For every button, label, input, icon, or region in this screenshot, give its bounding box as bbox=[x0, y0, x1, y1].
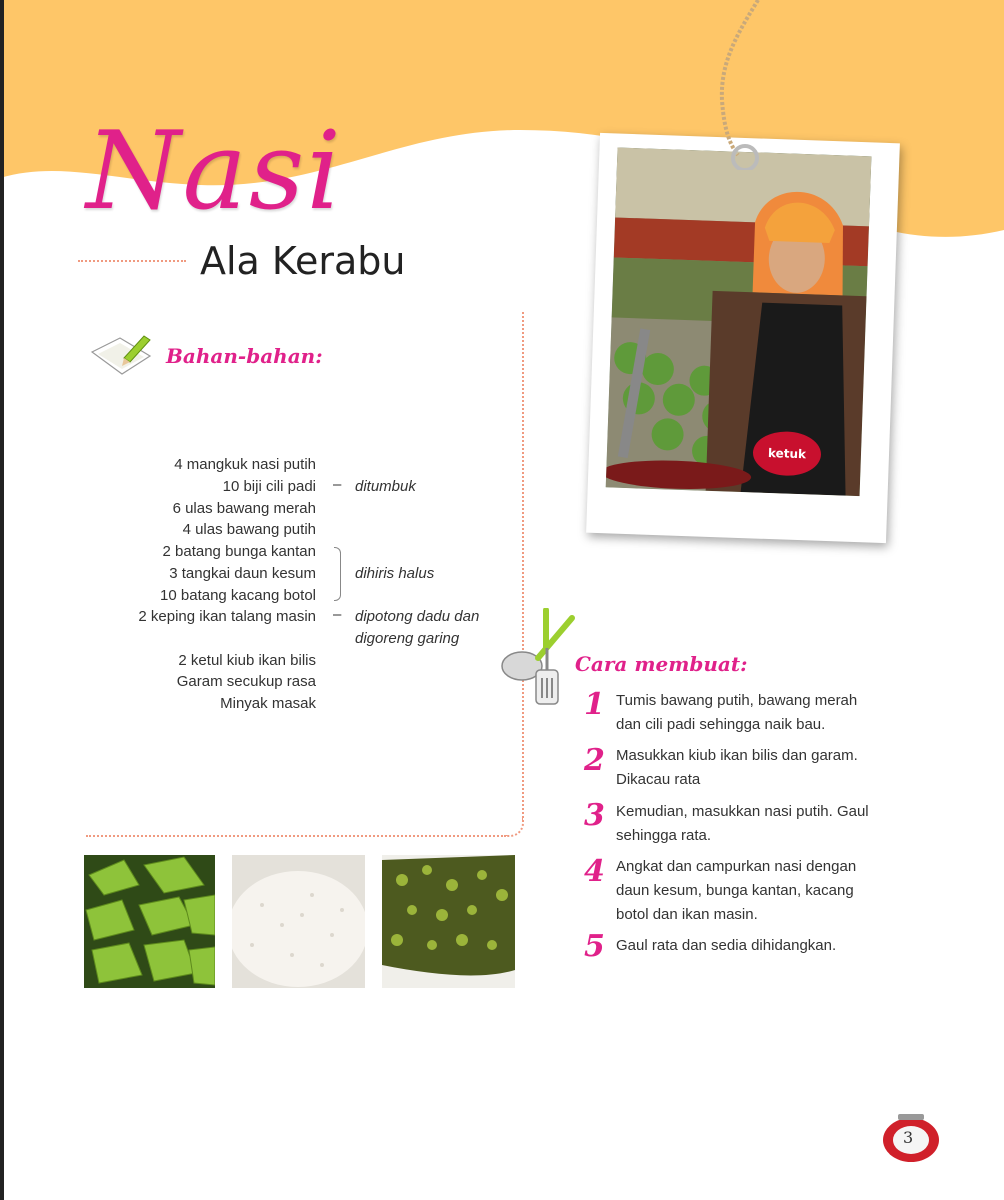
recipe-title: Nasi bbox=[86, 109, 343, 234]
step-number: 3 bbox=[584, 798, 605, 833]
step-line: dan cili padi sehingga naik bau. bbox=[616, 716, 826, 733]
ingredient-item: 6 ulas bawang merah bbox=[172, 500, 316, 517]
step-line: daun kesum, bunga kantan, kacang bbox=[616, 882, 854, 899]
ingredient-item: 10 batang kacang botol bbox=[160, 587, 316, 604]
step-number: 4 bbox=[584, 854, 605, 889]
note-dash: – bbox=[333, 606, 342, 623]
ingredient-item: 2 keping ikan talang masin bbox=[138, 608, 316, 625]
step-number: 5 bbox=[584, 929, 605, 964]
step-line: sehingga rata. bbox=[616, 827, 712, 844]
hanging-string bbox=[700, 0, 790, 170]
kesum-leaves-photo bbox=[84, 855, 215, 988]
step-number: 1 bbox=[584, 687, 605, 722]
note-dash: – bbox=[333, 476, 342, 493]
step-text bbox=[616, 934, 896, 958]
ingredient-item: 2 batang bunga kantan bbox=[162, 543, 316, 560]
page-edge bbox=[0, 0, 4, 1200]
ingredient-item: Minyak masak bbox=[220, 695, 316, 712]
step-text bbox=[616, 744, 896, 792]
kacang-botol-photo bbox=[382, 855, 515, 988]
note-pencil-icon bbox=[88, 330, 154, 378]
chef-photo bbox=[606, 148, 872, 497]
ingredient-group-bracket bbox=[334, 547, 341, 601]
title-divider bbox=[78, 260, 186, 262]
step-line: Dikacau rata bbox=[616, 771, 701, 788]
method-heading: Cara membuat: bbox=[575, 652, 748, 676]
step-text bbox=[616, 800, 896, 848]
svg-text:ketuk: ketuk bbox=[767, 445, 807, 462]
ingredient-item: 4 ulas bawang putih bbox=[182, 521, 316, 538]
step-line: botol dan ikan masin. bbox=[616, 906, 758, 923]
step-text bbox=[616, 855, 896, 927]
chef-photo-frame bbox=[586, 133, 900, 543]
ingredients-heading: Bahan-bahan: bbox=[166, 344, 323, 368]
ingredient-item: 10 biji cili padi bbox=[222, 478, 316, 495]
ingredient-note: digoreng garing bbox=[355, 630, 460, 647]
step-line: Gaul rata dan sedia dihidangkan. bbox=[616, 937, 837, 954]
dotted-divider-horizontal bbox=[86, 835, 506, 837]
white-rice-photo bbox=[232, 855, 365, 988]
dotted-divider-vertical bbox=[522, 312, 524, 822]
ingredient-item: 4 mangkuk nasi putih bbox=[174, 456, 316, 473]
recipe-subtitle: Ala Kerabu bbox=[200, 239, 406, 283]
ingredient-note: dipotong dadu dan bbox=[355, 608, 480, 625]
step-line: Angkat dan campurkan nasi dengan bbox=[616, 858, 857, 875]
step-text bbox=[616, 689, 896, 737]
step-line: Kemudian, masukkan nasi putih. Gaul bbox=[616, 803, 869, 820]
ingredient-item: 2 ketul kiub ikan bilis bbox=[178, 652, 316, 669]
step-line: Tumis bawang putih, bawang merah bbox=[616, 692, 858, 709]
step-line: Masukkan kiub ikan bilis dan garam. bbox=[616, 747, 858, 764]
ingredient-note: ditumbuk bbox=[355, 478, 416, 495]
ingredient-item: Garam secukup rasa bbox=[176, 673, 316, 690]
step-number: 2 bbox=[584, 743, 605, 778]
ingredient-item: 3 tangkai daun kesum bbox=[169, 565, 316, 582]
dotted-divider-corner bbox=[505, 818, 524, 837]
ingredient-note: dihiris halus bbox=[355, 565, 435, 582]
page-number: 3 bbox=[903, 1128, 914, 1147]
